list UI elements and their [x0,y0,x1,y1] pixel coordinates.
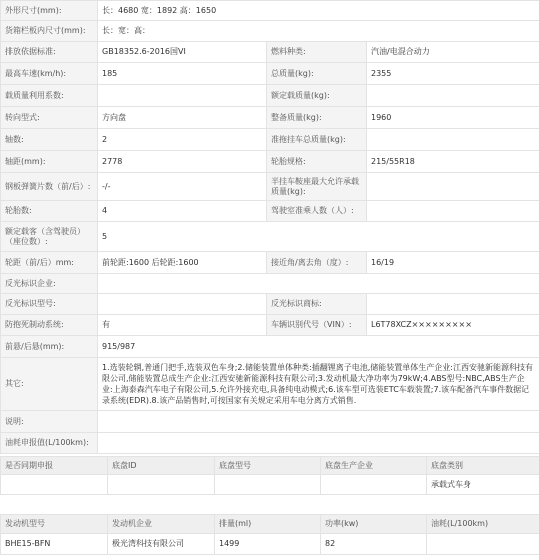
reflector-brand-label: 反光标识商标: [267,294,367,315]
tire-spec-label: 轮胎规格: [267,151,367,173]
cab-seats-label: 驾驶室准乘人数（人）: [267,201,367,222]
spec-row [1,315,539,336]
dimensions-value: 长：4680 宽：1892 高：1650 [98,1,539,21]
engine-header-model: 发动机型号 [1,515,108,534]
spec-row-cargo [1,21,539,42]
chassis-header-category: 底盘类别 [427,457,539,475]
spec-row-other [1,358,539,411]
engine-data-row [1,534,539,555]
engine-power: 82 [321,534,427,555]
chassis-id [108,475,215,495]
overhang-value: 915/987 [98,336,539,358]
track-width-label: 轮距（前/后）mm: [1,252,98,274]
trailer-mass-value [367,129,539,151]
chassis-model [215,475,321,495]
spec-row-overhang [1,336,539,358]
spec-row-seats [1,222,539,252]
vin-label: 车辆识别代号（VIN）: [267,315,367,336]
max-speed-value: 185 [98,63,267,85]
engine-header-row [1,515,539,534]
chassis-data-row [1,475,539,495]
curb-mass-value: 1960 [367,107,539,129]
fuel-type-label: 燃料种类: [267,42,367,63]
approach-angle-value: 16/19 [367,252,539,274]
engine-maker: 极光湾科技有限公司 [108,534,215,555]
reflector-model-value [98,294,267,315]
chassis-maker [321,475,427,495]
spec-row-reflect-maker [1,274,539,294]
spec-row-fuel-consumption [1,433,539,454]
spec-row [1,85,539,107]
reflector-maker-label: 反光标识企业: [1,274,98,294]
notes-value [98,411,539,433]
fuel-consumption-label: 油耗申报值(L/100km): [1,433,98,454]
engine-header-maker: 发动机企业 [108,515,215,534]
spec-row [1,294,539,315]
saddle-load-value [367,173,539,201]
saddle-load-label: 半挂车鞍座最大允许承载质量(kg): [267,173,367,201]
spring-count-value: -/- [98,173,267,201]
abs-label: 防抱死制动系统: [1,315,98,336]
spring-count-label: 钢板弹簧片数（前/后）: [1,173,98,201]
chassis-header-row [1,457,539,475]
engine-header-displacement: 排量(ml) [215,515,321,534]
fuel-type-value: 汽油/电混合动力 [367,42,539,63]
vin-value: L6T78XCZ××××××××× [367,315,539,336]
engine-header-power: 功率(kw) [321,515,427,534]
spec-row-notes [1,411,539,433]
tire-spec-value: 215/55R18 [367,151,539,173]
tire-count-label: 轮胎数: [1,201,98,222]
emission-standard-label: 排放依据标准: [1,42,98,63]
engine-fuel-consumption [427,534,539,555]
spec-row [1,42,539,63]
chassis-table [0,456,539,495]
spec-row [1,151,539,173]
chassis-category: 承载式车身 [427,475,539,495]
dimensions-label: 外形尺寸(mm): [1,1,98,21]
gross-mass-value: 2355 [367,63,539,85]
reflector-model-label: 反光标识型号: [1,294,98,315]
approach-angle-label: 接近角/离去角（度）: [267,252,367,274]
gross-mass-label: 总质量(kg): [267,63,367,85]
axle-count-label: 轴数: [1,129,98,151]
max-speed-label: 最高车速(km/h): [1,63,98,85]
spec-row [1,201,539,222]
abs-value: 有 [98,315,267,336]
spec-row [1,63,539,85]
fuel-consumption-value [98,433,539,454]
reflector-brand-value [367,294,539,315]
spec-row [1,252,539,274]
other-label: 其它: [1,358,98,411]
overhang-label: 前悬/后悬(mm): [1,336,98,358]
load-utilization-label: 载质量利用系数: [1,85,98,107]
spec-row [1,173,539,201]
spec-row [1,107,539,129]
track-width-value: 前轮距:1600 后轮距:1600 [98,252,267,274]
seats-label: 额定载客（含驾驶员）（座位数）: [1,222,98,252]
steering-type-label: 转向型式: [1,107,98,129]
chassis-header-model: 底盘型号 [215,457,321,475]
chassis-same-period [1,475,108,495]
chassis-header-maker: 底盘生产企业 [321,457,427,475]
rated-load-value [367,85,539,107]
cargo-box-label: 货箱栏板内尺寸(mm): [1,21,98,42]
wheelbase-label: 轴距(mm): [1,151,98,173]
engine-displacement: 1499 [215,534,321,555]
chassis-header-same-period: 是否同期申报 [1,457,108,475]
spec-row-dimensions [1,1,539,21]
curb-mass-label: 整备质量(kg): [267,107,367,129]
engine-model: BHE15-BFN [1,534,108,555]
rated-load-label: 额定载质量(kg): [267,85,367,107]
engine-table [0,514,539,555]
tire-count-value: 4 [98,201,267,222]
cargo-box-value: 长：宽：高： [98,21,539,42]
trailer-mass-label: 准拖挂车总质量(kg): [267,129,367,151]
engine-header-fuel-consumption: 油耗(L/100km) [427,515,539,534]
axle-count-value: 2 [98,129,267,151]
spec-row [1,129,539,151]
notes-label: 说明: [1,411,98,433]
reflector-maker-value [98,274,539,294]
wheelbase-value: 2778 [98,151,267,173]
other-value: 1.选装轮辋,普通门把手,选装双色车身;2.储能装置单体种类:插翻锂离子电池,储能装置单体生产企业:江西安驰新能源科技有限公司,储能装置总成生产企业:江西安驰新能源科技有限公司;3.发动机最大净功率为79kW;4.ABS型号:NBC,ABS生产企业:上海泰森汽车电子有限公司,5.允许外接充电,具备纯电动模式;6.该车型可选装ETC车载装置;7.该车配备汽车事件数据记录系统(EDR).8.该产品销售时,可按国家有关规定采用车电分离方式销售. [98,358,539,411]
seats-value: 5 [98,222,539,252]
cab-seats-value [367,201,539,222]
steering-type-value: 方向盘 [98,107,267,129]
emission-standard-value: GB18352.6-2016国VI [98,42,267,63]
chassis-header-id: 底盘ID [108,457,215,475]
load-utilization-value [98,85,267,107]
